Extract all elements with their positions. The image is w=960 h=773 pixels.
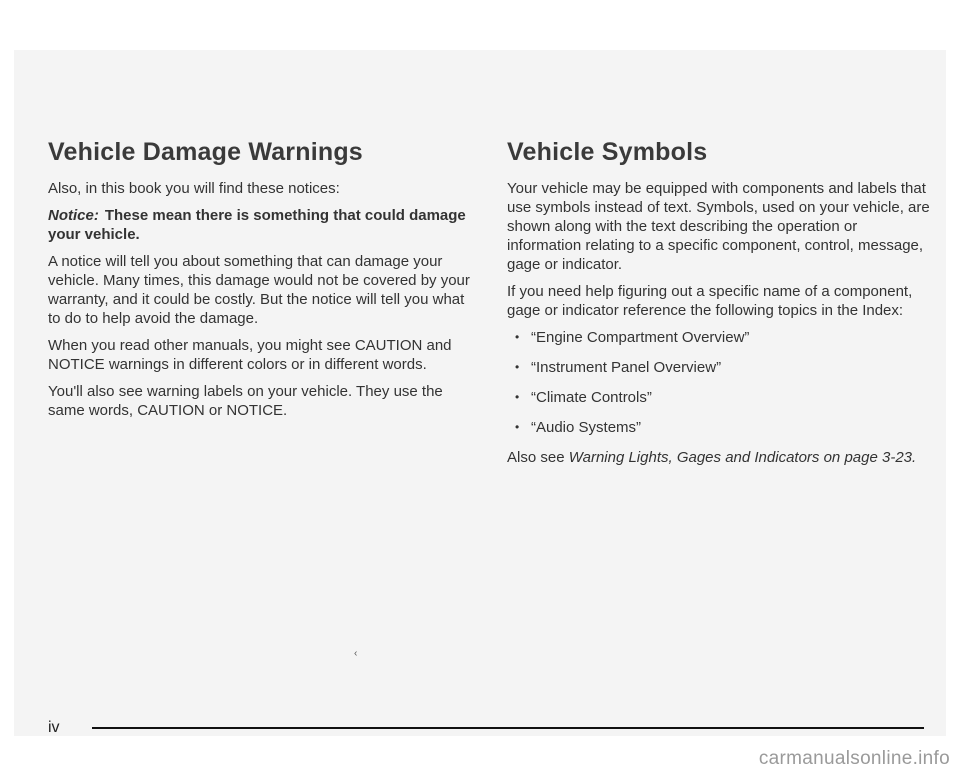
notice-label: Notice:	[48, 207, 99, 224]
topic-text: “Audio Systems”	[531, 419, 642, 436]
manual-page	[14, 50, 946, 736]
bullet-icon: •	[515, 360, 520, 374]
warning-labels-paragraph: You'll also see warning labels on your vehicle. They use the same words, CAUTION or NOTICE.	[48, 383, 443, 419]
other-manuals-paragraph: When you read other manuals, you might see CAUTION and NOTICE warnings in different colors or in different words.	[48, 337, 452, 373]
list-item	[507, 328, 932, 347]
topic-text: “Instrument Panel Overview”	[531, 359, 722, 376]
index-help-paragraph: If you need help figuring out a specific name of a component, gage or indicator reference the following topics in the Index:	[507, 283, 913, 319]
notice-text: These mean there is something that could damage your vehicle.	[48, 207, 466, 243]
list-item	[507, 418, 932, 437]
page-number: iv	[48, 719, 60, 736]
left-column	[48, 138, 478, 428]
index-topics-list	[507, 328, 932, 437]
also-see-paragraph	[507, 448, 932, 467]
section-title-vehicle-symbols: Vehicle Symbols	[507, 138, 708, 166]
section-title-damage-warnings: Vehicle Damage Warnings	[48, 138, 363, 166]
bullet-icon: •	[515, 420, 520, 434]
also-see-reference: Warning Lights, Gages and Indicators on page 3-23.	[568, 449, 917, 466]
bullet-icon: •	[515, 390, 520, 404]
notice-paragraph	[48, 206, 478, 244]
symbols-paragraph: Your vehicle may be equipped with components and labels that use symbols instead of text. Symbols, used on your vehicle, are shown along with the text describing the operation or information relating to a specific component, control, message, gage or indicator.	[507, 180, 930, 273]
topic-text: “Engine Compartment Overview”	[531, 329, 750, 346]
notice-explanation-paragraph: A notice will tell you about something that can damage your vehicle. Many times, this damage would not be covered by your warranty, and it could be costly. But the notice will tell you what to do to help avoid the damage.	[48, 253, 470, 327]
bullet-icon: •	[515, 330, 520, 344]
footer-rule	[92, 727, 924, 729]
list-item	[507, 388, 932, 407]
topic-text: “Climate Controls”	[531, 389, 652, 406]
right-column	[507, 138, 932, 475]
list-item	[507, 358, 932, 377]
watermark-text: carmanualsonline.info	[758, 748, 950, 769]
intro-paragraph: Also, in this book you will find these notices:	[48, 180, 340, 197]
page-mark: ‹	[354, 648, 358, 659]
also-see-prefix: Also see	[507, 449, 565, 466]
